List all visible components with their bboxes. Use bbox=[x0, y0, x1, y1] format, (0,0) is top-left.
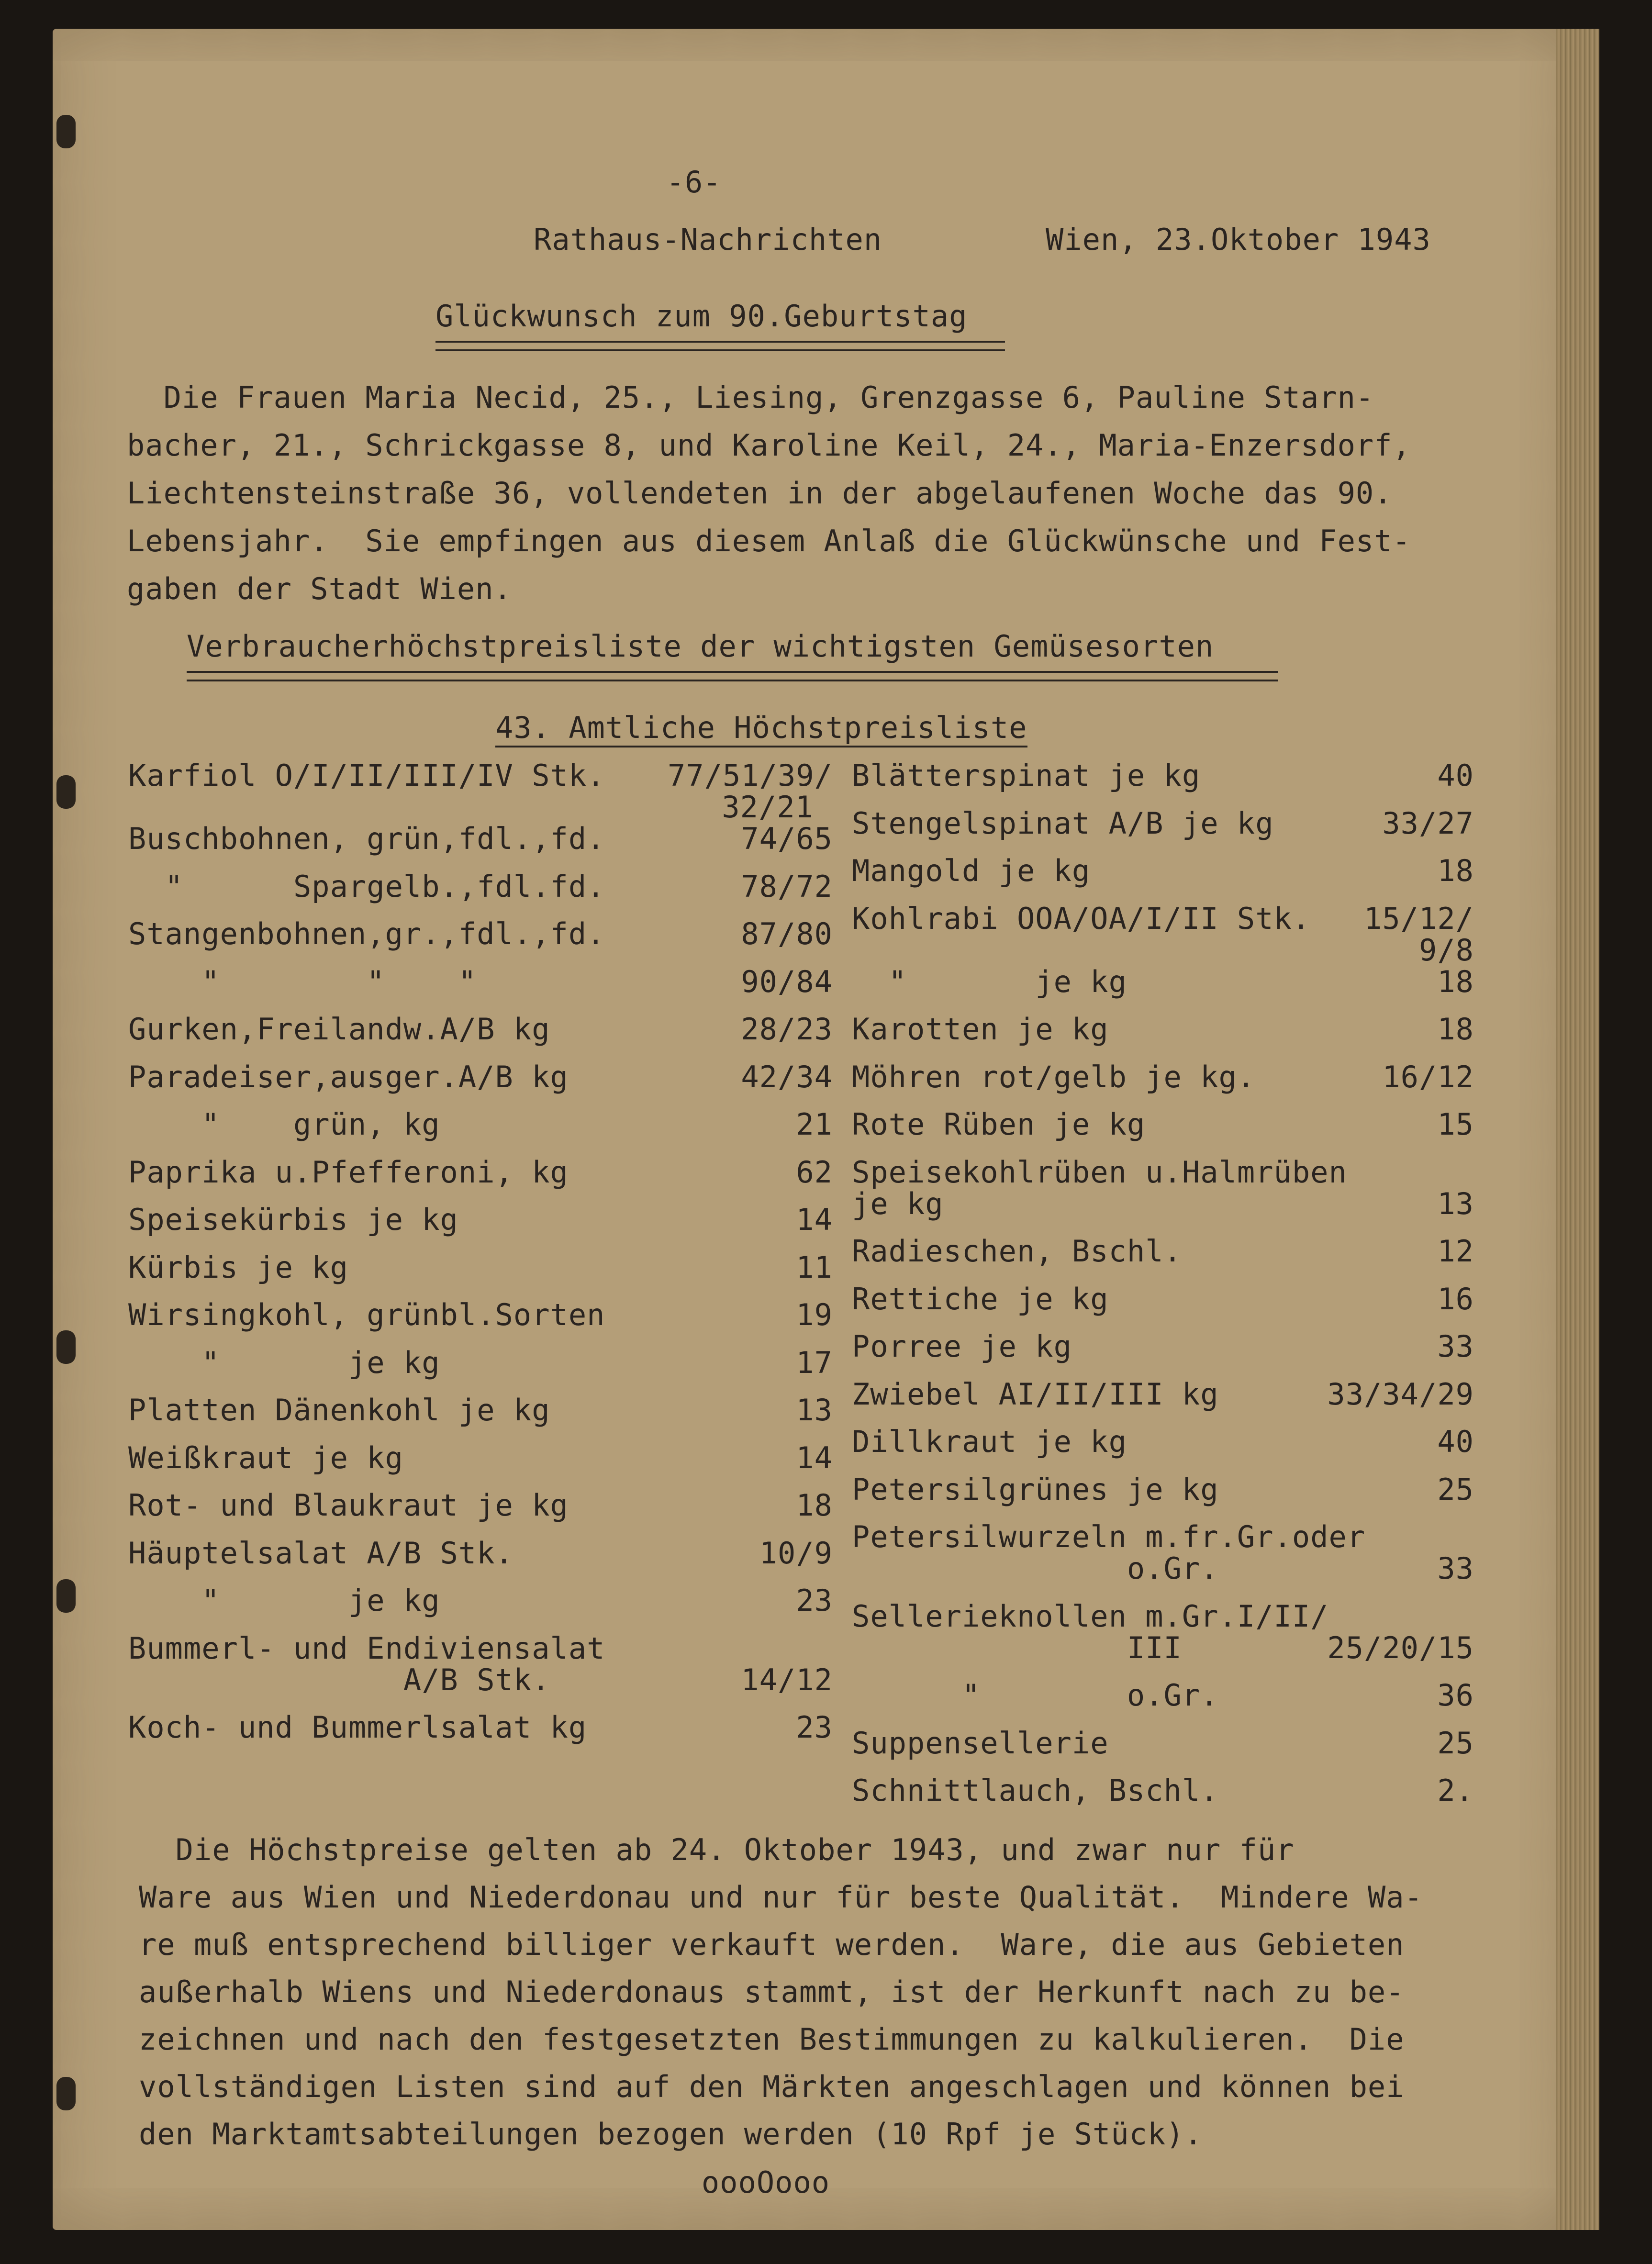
price-item-name: Paradeiser,ausger.A/B kg bbox=[128, 1059, 569, 1094]
price-item-value: 21 bbox=[796, 1107, 833, 1142]
price-item-value: 17 bbox=[796, 1345, 833, 1380]
price-item-name: Rettiche je kg bbox=[852, 1281, 1109, 1316]
price-item-name: Schnittlauch, Bschl. bbox=[852, 1773, 1219, 1808]
paragraph-line: den Marktamtsabteilungen bezogen werden (10 Rpf je Stück). bbox=[139, 2117, 1203, 2152]
price-item-name: Möhren rot/gelb je kg. bbox=[852, 1059, 1256, 1094]
paragraph-line: außerhalb Wiens und Niederdonaus stammt, ist der Herkunft nach zu be- bbox=[139, 1974, 1405, 2009]
price-item-value: 14/12 bbox=[741, 1662, 833, 1697]
title-double-underline bbox=[187, 671, 1278, 681]
binding-hole bbox=[56, 2077, 76, 2110]
paragraph-line: Liechtensteinstraße 36, vollendeten in der abgelaufenen Woche das 90. bbox=[127, 476, 1393, 511]
paragraph-line: Lebensjahr. Sie empfingen aus diesem Anlaß die Glückwünsche und Fest- bbox=[127, 524, 1411, 558]
price-item-name: Speisekohlrüben u.Halmrüben bbox=[852, 1154, 1347, 1190]
binding-hole bbox=[56, 775, 76, 809]
end-mark: oooOooo bbox=[701, 2165, 830, 2200]
price-item-value: 9/8 bbox=[1419, 932, 1474, 968]
price-item-value: 10/9 bbox=[759, 1535, 833, 1571]
price-list-subtitle: 43. Amtliche Höchstpreisliste bbox=[495, 713, 1027, 747]
price-item-value: 12 bbox=[1437, 1234, 1474, 1269]
price-item-name: Kohlrabi OOA/OA/I/II Stk. bbox=[852, 901, 1311, 936]
paragraph-line: vollständigen Listen sind auf den Märkten angeschlagen und können bei bbox=[139, 2069, 1405, 2104]
price-item-value: 19 bbox=[796, 1297, 833, 1332]
price-item-name: Karfiol O/I/II/III/IV Stk. bbox=[128, 758, 605, 793]
price-item-name: Karotten je kg bbox=[852, 1012, 1109, 1047]
price-item-value: 16/12 bbox=[1382, 1059, 1474, 1094]
price-item-name: Gurken,Freilandw.A/B kg bbox=[128, 1012, 550, 1047]
price-item-name: Suppensellerie bbox=[852, 1725, 1109, 1761]
paragraph-line: Die Frauen Maria Necid, 25., Liesing, Grenzgasse 6, Pauline Starn- bbox=[127, 380, 1374, 415]
price-item-name: Zwiebel AI/II/III kg bbox=[852, 1376, 1219, 1412]
price-item-name: " Spargelb.,fdl.fd. bbox=[128, 869, 605, 904]
price-item-value: 87/80 bbox=[741, 916, 833, 951]
price-item-value: 14 bbox=[796, 1202, 833, 1237]
price-item-value: 13 bbox=[796, 1393, 833, 1428]
price-item-value: 18 bbox=[796, 1488, 833, 1523]
paragraph-line: zeichnen und nach den festgesetzten Bestimmungen zu kalkulieren. Die bbox=[139, 2022, 1405, 2057]
binding-hole bbox=[56, 1330, 76, 1364]
price-item-name: Platten Dänenkohl je kg bbox=[128, 1393, 550, 1428]
price-item-name: Petersilgrünes je kg bbox=[852, 1472, 1219, 1507]
price-item-value: 40 bbox=[1437, 1424, 1474, 1459]
price-item-value: 33/27 bbox=[1382, 805, 1474, 841]
price-item-name: Radieschen, Bschl. bbox=[852, 1234, 1182, 1269]
price-item-value: 11 bbox=[796, 1249, 833, 1285]
publication-date: Wien, 23.Oktober 1943 bbox=[1046, 222, 1431, 257]
price-item-value: 78/72 bbox=[741, 869, 833, 904]
price-item-value: 15/12/ bbox=[1364, 901, 1474, 936]
price-item-value: 25 bbox=[1437, 1725, 1474, 1761]
price-item-value: 28/23 bbox=[741, 1012, 833, 1047]
paragraph-line: gaben der Stadt Wien. bbox=[127, 571, 512, 606]
price-item-name: Blätterspinat je kg bbox=[852, 758, 1201, 793]
price-item-value: 2. bbox=[1437, 1773, 1474, 1808]
price-item-value: 14 bbox=[796, 1440, 833, 1475]
price-item-name: A/B Stk. bbox=[128, 1662, 550, 1697]
price-item-value: 33 bbox=[1437, 1329, 1474, 1364]
price-item-name: " " " bbox=[128, 964, 477, 999]
price-item-name: Dillkraut je kg bbox=[852, 1424, 1127, 1459]
paragraph-line: re muß entsprechend billiger verkauft werden. Ware, die aus Gebieten bbox=[139, 1927, 1405, 1962]
price-item-name: " o.Gr. bbox=[852, 1678, 1219, 1713]
price-item-name: Stengelspinat A/B je kg bbox=[852, 805, 1274, 841]
paragraph-line: bacher, 21., Schrickgasse 8, und Karoline Keil, 24., Maria-Enzersdorf, bbox=[127, 428, 1411, 463]
price-item-name: Koch- und Bummerlsalat kg bbox=[128, 1710, 587, 1745]
price-item-value: 23 bbox=[796, 1710, 833, 1745]
price-item-value: 18 bbox=[1437, 853, 1474, 888]
price-item-name: " grün, kg bbox=[128, 1107, 440, 1142]
price-item-name: Weißkraut je kg bbox=[128, 1440, 403, 1475]
price-item-name: Rote Rüben je kg bbox=[852, 1107, 1146, 1142]
price-item-value: 74/65 bbox=[741, 821, 833, 856]
price-item-value: 25 bbox=[1437, 1472, 1474, 1507]
price-item-value: 40 bbox=[1437, 758, 1474, 793]
price-item-name: Mangold je kg bbox=[852, 853, 1091, 888]
price-item-value: 33/34/29 bbox=[1327, 1376, 1474, 1412]
price-item-name: je kg bbox=[852, 1186, 944, 1221]
binding-hole bbox=[56, 115, 76, 148]
price-item-name: o.Gr. bbox=[852, 1551, 1219, 1586]
page-stack-edges bbox=[1556, 29, 1599, 2230]
price-list-title: Verbraucherhöchstpreisliste der wichtigsten Gemüsesorten bbox=[187, 629, 1214, 664]
price-item-value: 23 bbox=[796, 1583, 833, 1618]
price-item-name: Porree je kg bbox=[852, 1329, 1072, 1364]
title-double-underline bbox=[435, 341, 1005, 351]
page-number: -6- bbox=[666, 165, 722, 200]
price-item-name: Petersilwurzeln m.fr.Gr.oder bbox=[852, 1519, 1366, 1554]
price-item-name: Wirsingkohl, grünbl.Sorten bbox=[128, 1297, 605, 1332]
price-item-name: Stangenbohnen,gr.,fdl.,fd. bbox=[128, 916, 605, 951]
price-item-name: Sellerieknollen m.Gr.I/II/ bbox=[852, 1598, 1329, 1634]
price-item-name: Buschbohnen, grün,fdl.,fd. bbox=[128, 821, 605, 856]
price-item-value: 32/21 bbox=[722, 790, 814, 825]
price-item-value: 18 bbox=[1437, 1012, 1474, 1047]
price-item-name: " je kg bbox=[128, 1345, 440, 1380]
price-item-name: III bbox=[852, 1630, 1182, 1665]
price-item-name: Kürbis je kg bbox=[128, 1249, 348, 1285]
price-item-value: 33 bbox=[1437, 1551, 1474, 1586]
price-item-value: 25/20/15 bbox=[1327, 1630, 1474, 1665]
price-item-name: Rot- und Blaukraut je kg bbox=[128, 1488, 569, 1523]
price-item-value: 62 bbox=[796, 1154, 833, 1190]
publication-title: Rathaus-Nachrichten bbox=[534, 222, 882, 257]
paragraph-line: Die Höchstpreise gelten ab 24. Oktober 1943, und zwar nur für bbox=[139, 1832, 1295, 1867]
price-item-name: Häuptelsalat A/B Stk. bbox=[128, 1535, 513, 1571]
price-item-name: " je kg bbox=[852, 964, 1127, 999]
paragraph-line: Ware aus Wien und Niederdonau und nur für beste Qualität. Mindere Wa- bbox=[139, 1880, 1423, 1915]
price-item-value: 36 bbox=[1437, 1678, 1474, 1713]
price-item-value: 15 bbox=[1437, 1107, 1474, 1142]
price-item-value: 90/84 bbox=[741, 964, 833, 999]
price-item-value: 42/34 bbox=[741, 1059, 833, 1094]
price-item-value: 77/51/39/ bbox=[668, 758, 833, 793]
price-item-name: Bummerl- und Endiviensalat bbox=[128, 1630, 605, 1666]
price-item-name: " je kg bbox=[128, 1583, 440, 1618]
price-item-name: Paprika u.Pfefferoni, kg bbox=[128, 1154, 569, 1190]
price-item-name: Speisekürbis je kg bbox=[128, 1202, 458, 1237]
price-item-value: 16 bbox=[1437, 1281, 1474, 1316]
article-title: Glückwunsch zum 90.Geburtstag bbox=[435, 299, 968, 334]
binding-hole bbox=[56, 1579, 76, 1613]
price-item-value: 13 bbox=[1437, 1186, 1474, 1221]
price-item-value: 18 bbox=[1437, 964, 1474, 999]
